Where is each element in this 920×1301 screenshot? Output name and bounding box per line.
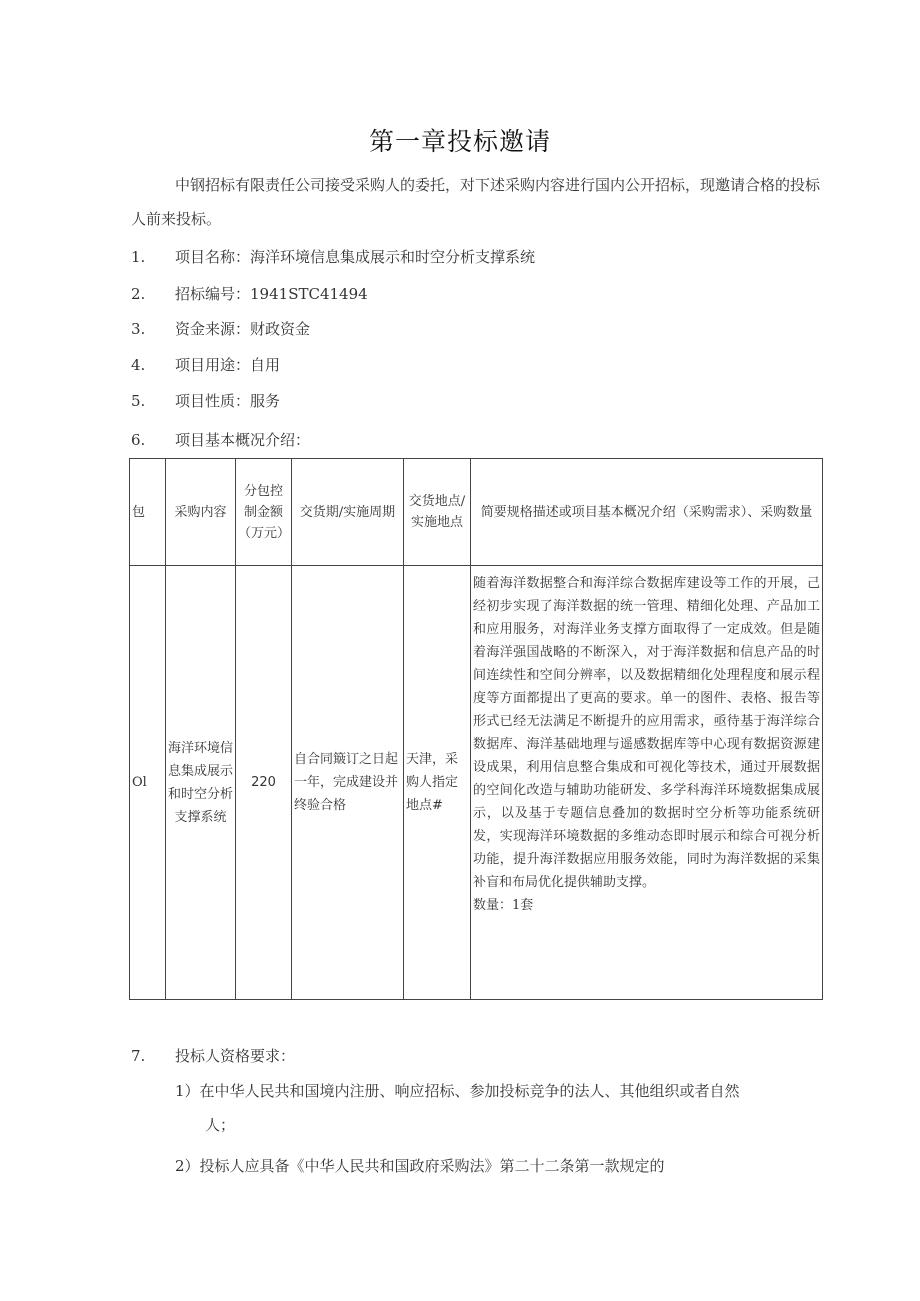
header-delivery: 交货期/实施周期 [292, 459, 404, 566]
header-package: 包 [130, 459, 166, 566]
item-label: 投标人资格要求： [175, 1047, 296, 1065]
qualification-1-line1: 1）在中华人民共和国境内注册、响应招标、参加投标竞争的法人、其他组织或者自然 [175, 1082, 740, 1100]
cell-package: Ol [130, 566, 166, 1000]
qualification-1-line2: 人； [205, 1116, 236, 1134]
cell-delivery: 自合同簸订之日起一年，完成建设并终验合格 [292, 566, 404, 1000]
item-number: 2. [131, 285, 146, 303]
item-value: 财政资金 [250, 320, 311, 338]
page-title: 第一章投标邀请 [368, 127, 551, 156]
cell-content: 海洋环境信息集成展示和时空分析支撑系统 [166, 566, 236, 1000]
item-value: 自用 [250, 356, 281, 374]
item-label: 资金来源： [175, 320, 251, 338]
item-label: 项目基本概况介绍： [175, 431, 311, 449]
header-description: 简要规格描述或项目基本概况介绍（采购需求）、采购数量 [471, 459, 823, 566]
item-project-overview [131, 429, 310, 450]
quantity-text: 数量：1套 [473, 898, 534, 913]
cell-amount: 220 [236, 566, 292, 1000]
item-value: 服务 [250, 392, 281, 410]
item-number: 7. [131, 1047, 146, 1065]
item-number: 4. [131, 356, 146, 374]
item-project-name [131, 246, 535, 267]
item-label: 项目用途： [175, 356, 251, 374]
item-value: 海洋环境信息集成展示和时空分析支撑系统 [250, 248, 536, 266]
cell-location: 天津，采购人指定地点# [404, 566, 471, 1000]
table-header-row [130, 459, 823, 566]
header-amount: 分包控制金额（万元） [236, 459, 292, 566]
header-content: 采购内容 [166, 459, 236, 566]
header-location: 交货地点/实施地点 [404, 459, 471, 566]
item-funding-source [131, 318, 310, 339]
procurement-table [129, 458, 823, 1000]
item-label: 项目性质： [175, 392, 251, 410]
section-qualifications [131, 1045, 295, 1066]
description-text: 随着海洋数据整合和海洋综合数据库建设等工作的开展，己经初步实现了海洋数据的统一管理、精细化处理、产品加工和应用服务，对海洋业务支撑方面取得了一定成效。但是随着海洋强国战略的不断深入，对于海洋数据和信息产品的时间连续性和空间分辨率，以及数据精细化处理程度和展示程度等方面都提出了更高的要求。单一的图件、表格、报告等形式已经无法满足不断提升的应用需求，亟待基于海洋综合数据库、海洋基础地理与遥感数据库等中心现有数据资源建设成果，利用信息整合集成和可视化等技术，通过开展数据的空间化改造与辅助功能研发、多学科海洋环境数据集成展示，以及基于专题信息叠加的数据时空分析等功能系统研发，实现海洋环境数据的多维动态即时展示和综合可视分析功能，提升海洋数据应用服务效能，同时为海洋数据的采集补盲和布局优化提供辅助支撑。 [473, 576, 820, 890]
item-number: 1. [131, 248, 146, 266]
item-number: 3. [131, 320, 146, 338]
table-row [130, 566, 823, 1000]
cell-description [471, 566, 823, 1000]
item-bid-number [131, 283, 368, 304]
item-project-use [131, 354, 280, 375]
item-number: 6. [131, 431, 146, 449]
qualification-2: 2）投标人应具备《中华人民共和国政府采购法》第二十二条第一款规定的 [175, 1157, 665, 1175]
item-number: 5. [131, 392, 146, 410]
item-label: 招标编号： [175, 285, 251, 303]
item-project-nature [131, 390, 280, 411]
item-value: 1941STC41494 [250, 285, 368, 303]
intro-paragraph: 中钢招标有限责任公司接受采购人的委托，对下述采购内容进行国内公开招标，现邀请合格的投标人前来投标。 [131, 176, 821, 228]
item-label: 项目名称： [175, 248, 251, 266]
